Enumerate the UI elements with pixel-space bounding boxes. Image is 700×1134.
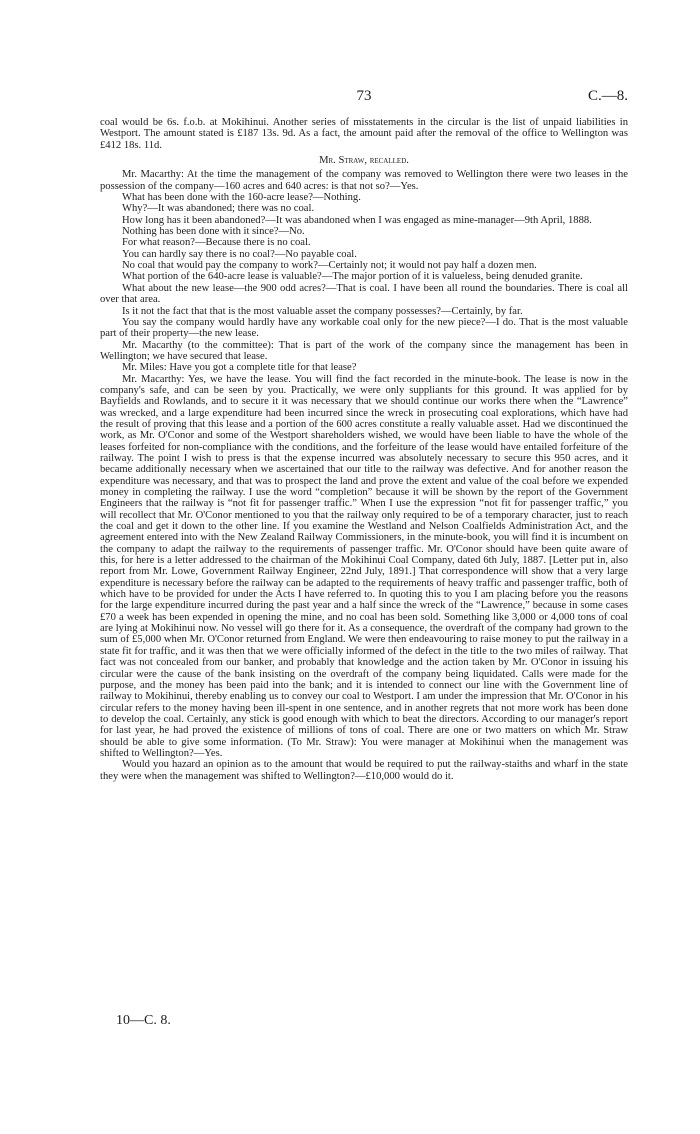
paragraph: No coal that would pay the company to work?—Certainly not; it would not pay half a dozen men. [122,260,537,272]
paragraph: Why?—It was abandoned; there was no coal. [122,203,315,215]
paragraph: You can hardly say there is no coal?—No payable coal. [122,248,357,260]
paragraph: coal would be 6s. f.o.b. at Mokihinui. Another series of misstatements in the circular is the list of unpaid liabilities in Westport. The amount stated is £187 13s. 9d. As a fact, the amount paid after the removal of the office to Wellington was £412 18s. 11d. [100,117,628,151]
paragraph: What has been done with the 160-acre lease?—Nothing. [122,192,361,204]
paragraph: For what reason?—Because there is no coal. [122,237,311,249]
page-number: 73 [356,88,372,104]
paragraph: Mr. Macarthy (to the committee): That is part of the work of the company since the management has been in Wellington; we have secured that lease. [100,339,628,362]
paragraph: How long has it been abandoned?—It was abandoned when I was engaged as mine-manager—9th April, 1888. [122,214,592,226]
paragraph: Is it not the fact that that is the most valuable asset the company possesses?—Certainly, by far. [122,305,523,317]
document-reference: C.—8. [587,88,628,104]
page-header [100,88,628,108]
footer-reference: 10—C. 8. [116,1013,171,1028]
paragraph: What about the new lease—the 900 odd acres?—That is coal. I have been all round the boundaries. There is coal all over that area. [100,282,628,306]
paragraph: Nothing has been done with it since?—No. [122,226,305,238]
paragraph: Would you hazard an opinion as to the amount that would be required to put the railway-staiths and wharf in the state they were when the management was shifted to Wellington?—£10,000 would do it. [100,759,628,782]
paragraph: Mr. Miles: Have you got a complete title for that lease? [122,362,357,374]
paragraph: What portion of the 640-acre lease is valuable?—The major portion of it is valueless, being denuded granite. [122,271,583,283]
body-text [100,117,628,782]
paragraph: Mr. Macarthy: Yes, we have the lease. You will find the fact recorded in the minute-book. The lease is now in the company's safe, and can be seen by you. Practically, we were only suppliants for this ground. It was applied for by Bayfields and Rowlands, and to secure it it was necessary that we should continue our works there when the “Lawrence” was wrecked, and a large expenditure had been incurred since the wreck in prosecuting coal explorations, which have had the result of proving that this lease and a portion of the 600 acres constitute a really valuable asset. Had we discontinued the work, as Mr. O'Conor and some of the Westport shareholders wished, we would have been liable to have the whole of the leases forfeited for non-compliance with the conditions, and the forfeiture of the lease would have entailed forfeiture of the railway. The point I wish to press is that the expense incurred was absolutely necessary to secure this 950 acres, and it became additionally necessary when we ascertained that our title to the railway was defective. And for another reason the expenditure was necessary, and that was to prospect the land and prove the extent and value of the coal before we expended money in completing the railway. I use the word “completion” because it will be shown by the report of the Government Engineers that the railway is “not fit for passenger traffic.” When I use the expression “not fit for passenger traffic,” you will recollect that Mr. O'Conor mentioned to you that the railway only required to be of a temporary character, just to reach the coal and get it down to the other line. If you examine the Westland and Nelson Coalfields Administration Act, and the agreement entered into with the New Zealand Railway Commissioners, in the minute-book, you will find it is incumbent on the company to adapt the railway to the requirements of passenger traffic. Mr. O'Conor should have been quite aware of this, for here is a letter addressed to the chairman of the Mokihinui Coal Company, dated 6th July, 1887. [Letter put in, also report from Mr. Lowe, Government Railway Engineer, 22nd July, 1891.] That correspondence will show that a very large expenditure is necessary before the railway can be adapted to the requirements of heavy traffic and passenger traffic, both of which have to be provided for under the Acts I have referred to. In quoting this to you I am placing before you the reasons for the large expenditure incurred during the past year and a half since the wreck of the “Lawrence,” because in some cases £70 a week has been expended in opening the mine, and no coal has been sold. Something like 3,000 or 4,000 tons of coal are lying at Mokihinui now. No vessel will go there for it. As a consequence, the overdraft of the company had grown to the sum of £5,000 when Mr. O'Conor returned from England. We were then endeavouring to raise money to put the railway in a state fit for traffic, and it was then that we were officially informed of the defect in the title to the two miles of railway. That fact was not concealed from our banker, and probably that knowledge and the action taken by Mr. O'Conor in issuing his circular were the cause of the bank insisting on the overdraft of the company being liquidated. Calls were made for the purpose, and the money has been paid into the bank; and it is intended to connect our line with the Government line of railway to Mokihinui, thereby enabling us to convey our coal to Westport. I am under the impression that Mr. O'Conor in his circular refers to the money having been ill-spent in one sentence, and in another regrets that not more work has been done to develop the coal. Certainly, any stick is good enough with which to beat the directors. According to our manager's report for last year, he had proved the existence of millions of tons of coal. There are one or two matters on which Mr. Straw should be able to give some information. (To Mr. Straw): You were manager at Mokihinui when the management was shifted to Wellington?—Yes. [100,373,628,759]
section-heading: Mr. Straw, recalled. [319,155,409,167]
paragraph: You say the company would hardly have any workable coal only for the new piece?—I do. That is the most valuable part of their property—the new lease. [100,316,628,340]
paragraph: Mr. Macarthy: At the time the management of the company was removed to Wellington there were two leases in the possession of the company—160 acres and 640 acres: is that not so?—Yes. [100,169,628,192]
